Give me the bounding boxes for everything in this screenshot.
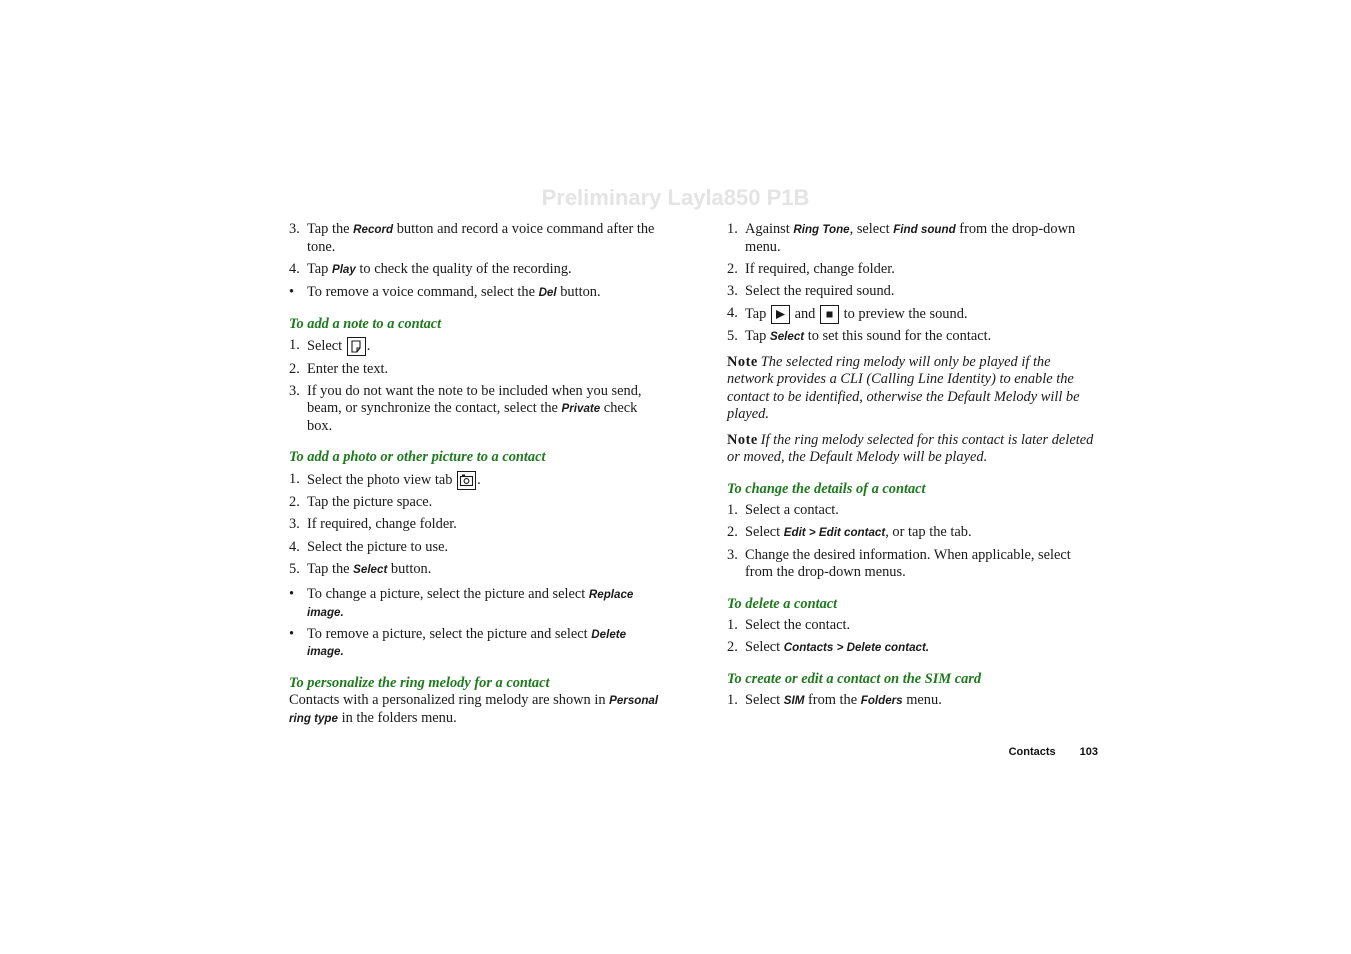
step-number: 1. <box>289 337 300 354</box>
list-item <box>727 502 1099 520</box>
ui-term: Find sound <box>893 223 956 236</box>
step-number: 2. <box>727 524 738 541</box>
step-text: from the drop-down menu. <box>745 221 1076 255</box>
step-text: Enter the text. <box>307 360 389 377</box>
sim-card-steps <box>727 692 1099 710</box>
step-number: 1. <box>727 502 738 519</box>
ring-melody-steps <box>727 221 1099 346</box>
step-number: 4. <box>289 538 300 555</box>
ui-term: Del <box>538 286 557 300</box>
note-label: Note <box>727 431 758 448</box>
section-heading-delete-contact: To delete a contact <box>727 595 838 612</box>
right-column <box>727 221 1099 714</box>
list-item <box>727 221 1099 256</box>
preliminary-watermark: Preliminary Layla850 P1B <box>541 185 810 210</box>
note-icon <box>347 337 366 356</box>
section-heading-personalize-ring: To personalize the ring melody for a contact <box>289 674 550 691</box>
step-text: Tap <box>745 328 770 345</box>
photo-view-tab-icon <box>457 471 476 490</box>
list-item <box>727 524 1099 542</box>
note-deleted-melody <box>727 432 1099 467</box>
list-item <box>289 361 664 379</box>
step-text: Select <box>307 338 343 355</box>
list-item <box>289 494 664 512</box>
step-number: 2. <box>727 639 738 656</box>
bullet-dot: • <box>289 586 295 603</box>
step-number: 1. <box>727 221 738 237</box>
list-item <box>727 639 1099 657</box>
photo-bullets <box>289 586 664 661</box>
section-heading-change-details: To change the details of a contact <box>727 480 926 497</box>
step-number: 3. <box>727 282 738 299</box>
step-text: Tap <box>745 305 767 322</box>
step-text: Select <box>745 692 784 709</box>
step-text: Tap the picture space. <box>307 494 433 511</box>
step-number: 2. <box>727 260 738 277</box>
step-text: Select the photo view tab <box>307 471 453 488</box>
footer-section-name: Contacts <box>1008 746 1056 758</box>
list-item <box>727 261 1099 279</box>
ui-term: Select <box>353 562 388 576</box>
voice-command-bullets <box>289 284 664 302</box>
section-heading-add-photo: To add a photo or other picture to a contact <box>289 449 546 466</box>
step-text: . <box>366 338 371 355</box>
add-photo-steps <box>289 471 664 578</box>
list-item <box>727 328 1099 346</box>
ui-term: Replace image. <box>307 588 634 619</box>
step-text: Against <box>745 221 794 237</box>
step-number: 5. <box>289 560 300 577</box>
bullet-text: button. <box>556 284 601 301</box>
change-details-steps <box>727 502 1099 581</box>
voice-command-steps <box>289 221 664 278</box>
section-heading-sim-card: To create or edit a contact on the SIM card <box>727 670 982 687</box>
ui-term: Record <box>353 223 394 236</box>
step-text: Tap the <box>307 221 354 237</box>
section-heading-add-note: To add a note to a contact <box>289 315 442 332</box>
bullet-item <box>289 586 664 621</box>
step-text: Select the picture to use. <box>307 538 449 555</box>
stop-icon <box>820 305 839 324</box>
step-text: Select a contact. <box>745 502 839 519</box>
step-text: to check the quality of the recording. <box>355 260 572 277</box>
paragraph-text: in the folders menu. <box>337 709 457 726</box>
step-number: 5. <box>727 328 738 345</box>
step-number: 1. <box>727 617 738 634</box>
list-item <box>289 261 664 279</box>
step-text: to preview the sound. <box>843 305 968 322</box>
note-text: If the ring melody selected for this contact is later deleted or moved, the Default Melody will be played. <box>727 431 1094 466</box>
ui-term: Edit > Edit contact <box>783 526 886 540</box>
list-item <box>727 547 1099 582</box>
ui-term: Play <box>331 262 356 276</box>
step-number: 2. <box>289 494 300 511</box>
ring-melody-paragraph <box>289 692 664 727</box>
page-number: 103 <box>1079 746 1098 758</box>
ui-term: Personal ring type <box>289 694 659 725</box>
bullet-text: To remove a voice command, select the <box>307 284 539 301</box>
delete-contact-steps <box>727 617 1099 657</box>
step-text: Tap <box>307 260 332 277</box>
step-number: 3. <box>289 516 300 533</box>
step-text: menu. <box>902 692 942 709</box>
step-number: 3. <box>727 546 738 563</box>
bullet-item <box>289 626 664 661</box>
list-item <box>289 337 664 356</box>
step-text: Select the contact. <box>745 617 851 634</box>
list-item <box>289 561 664 579</box>
step-text: Tap the <box>307 560 354 577</box>
step-text: check box. <box>307 400 638 434</box>
bullet-text: To change a picture, select the picture and select <box>307 586 589 603</box>
step-text: Select the required sound. <box>745 282 895 299</box>
bullet-dot: • <box>289 284 295 301</box>
step-text: button and record a voice command after the tone. <box>307 221 655 255</box>
note-cli <box>727 354 1099 424</box>
step-number: 3. <box>289 221 300 237</box>
step-text: . <box>477 471 481 488</box>
ui-term: SIM <box>783 694 805 708</box>
step-text: If required, change folder. <box>745 260 895 277</box>
list-item <box>727 305 1099 324</box>
page-footer <box>1009 746 1098 758</box>
step-number: 1. <box>727 692 738 709</box>
list-item <box>289 471 664 490</box>
left-column <box>289 221 664 727</box>
step-text: to set this sound for the contact. <box>804 328 992 345</box>
step-text: Select <box>745 639 784 656</box>
step-text: , select <box>849 221 894 237</box>
step-text: Select <box>745 524 784 541</box>
step-text: If required, change folder. <box>307 516 457 533</box>
step-number: 1. <box>289 470 300 487</box>
ui-term: Ring Tone <box>793 223 850 236</box>
bullet-dot: • <box>289 625 295 642</box>
ui-term: Select <box>769 330 805 344</box>
note-label: Note <box>727 353 758 370</box>
ui-term: Contacts > Delete contact. <box>783 641 930 655</box>
step-text: and <box>794 305 816 322</box>
step-text: , or tap the tab. <box>885 524 972 541</box>
step-text: button. <box>387 560 432 577</box>
step-number: 3. <box>289 382 300 399</box>
ui-term: Private <box>561 402 601 416</box>
add-note-steps <box>289 337 664 435</box>
paragraph-text: Contacts with a personalized ring melody are shown in <box>289 692 610 709</box>
list-item <box>289 383 664 436</box>
list-item <box>289 539 664 557</box>
play-icon <box>771 305 790 324</box>
list-item <box>289 516 664 534</box>
ui-term: Delete image. <box>307 627 627 659</box>
list-item <box>727 283 1099 301</box>
bullet-text: To remove a picture, select the picture and select <box>307 625 592 642</box>
step-number: 2. <box>289 360 300 377</box>
list-item <box>727 617 1099 635</box>
note-text: The selected ring melody will only be played if the network provides a CLI (Calling Line Identity) to enable the contact to be identified, otherwise the Default Melody will be played. <box>727 353 1080 423</box>
ui-term: Folders <box>860 694 903 708</box>
bullet-item <box>289 284 664 302</box>
step-text: Change the desired information. When applicable, select from the drop-down menus. <box>745 546 1071 581</box>
step-text: If you do not want the note to be included when you send, beam, or synchronize the contact, select the <box>307 382 642 417</box>
list-item <box>289 221 664 256</box>
list-item <box>727 692 1099 710</box>
step-number: 4. <box>289 260 300 277</box>
step-number: 4. <box>727 304 738 321</box>
step-text: from the <box>804 692 861 709</box>
